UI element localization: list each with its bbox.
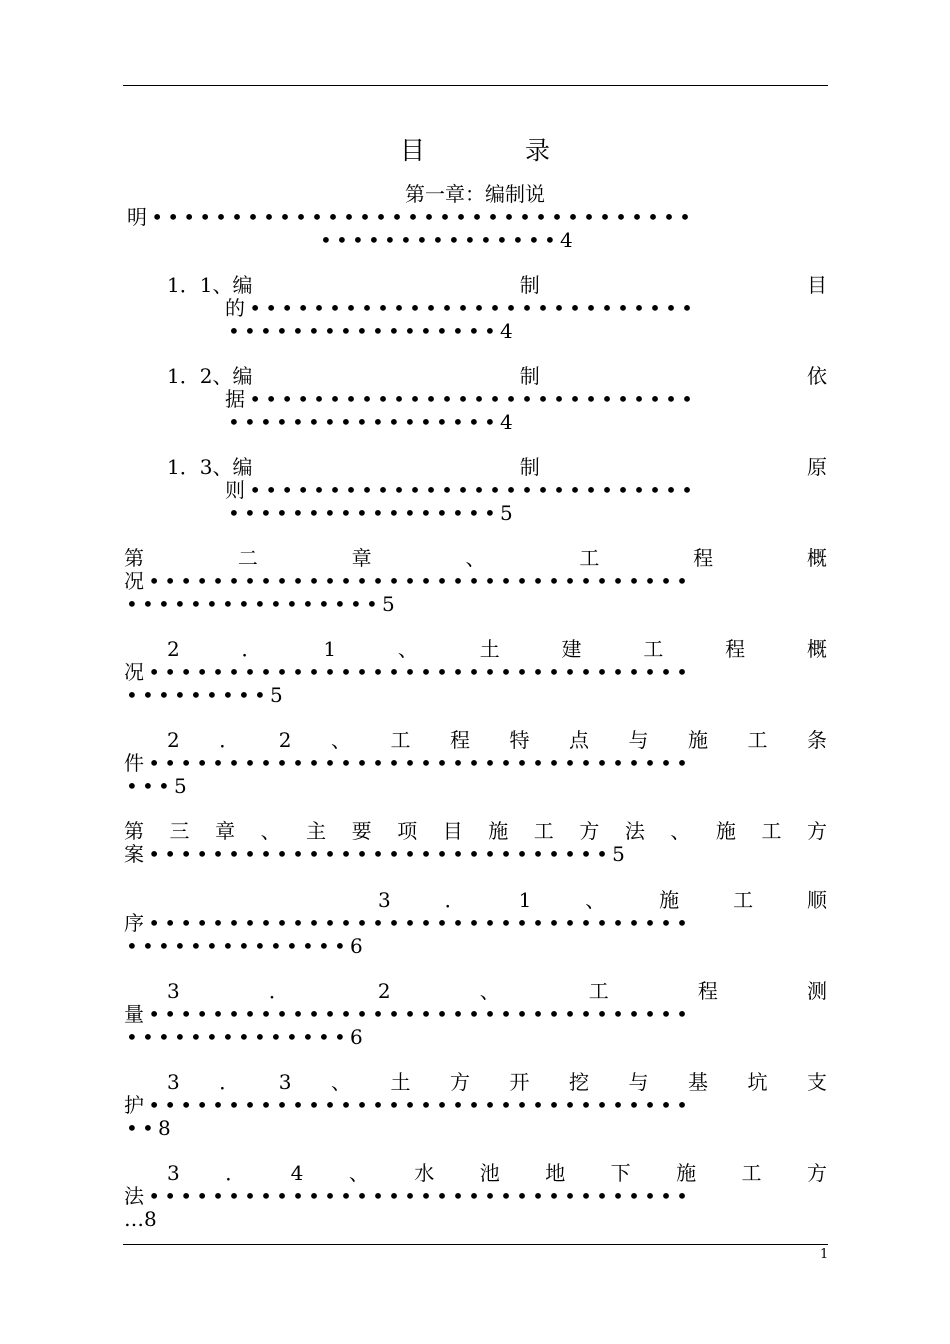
heading-part: 条 [806,728,827,752]
heading-part: 要 [351,819,372,843]
toc-entry-2-2-leader: 件•••••••••••••••••••••••••••••••••• [124,752,693,774]
toc-entry-3-3-page: ••8 [126,1116,175,1140]
toc-entry-3-2-page: ••••••••••••••6 [126,1025,367,1049]
page-title: 目 录 [400,136,596,165]
toc-entry-1-3-heading [167,456,827,478]
toc-entry-1-2-page: •••••••••••••••••4 [228,410,517,434]
toc-entry-1-1-leader: 的•••••••••••••••••••••••••••• [225,297,698,319]
heading-part: 方 [807,1161,827,1185]
heading-part: 工 [390,728,411,752]
heading-part: 池 [479,1161,500,1185]
heading-part: 、 [397,637,418,661]
heading-part: 2 [278,728,292,752]
heading-part: ． [219,1070,240,1094]
heading-part: 2 [167,637,180,661]
heading-part: 、 [260,819,281,843]
heading-part: 、 [330,728,351,752]
heading-part: 方 [806,819,827,843]
toc-entry-3-3-heading [167,1071,827,1093]
heading-part: 2 [377,979,391,1003]
heading-part: 1．3、编 [167,455,253,479]
heading-part: ． [241,637,262,661]
heading-part: 4 [290,1161,304,1185]
toc-entry-3-4-leader: 法•••••••••••••••••••••••••••••••••• [124,1185,693,1207]
heading-part: 与 [628,728,649,752]
heading-part: 水 [414,1161,435,1185]
heading-part: 施 [676,1161,697,1185]
heading-part: 章 [351,546,372,570]
heading-part: 主 [306,819,327,843]
heading-part: 1 [518,888,532,912]
heading-part: ． [225,1161,246,1185]
toc-entry-1-1-page: •••••••••••••••••4 [228,319,517,343]
heading-part: 三 [169,819,190,843]
heading-part: 工 [579,546,600,570]
heading-part: 工 [588,979,609,1003]
toc-entry-1-3-page: •••••••••••••••••5 [228,501,517,525]
toc-entry-1-3-leader: 则•••••••••••••••••••••••••••• [225,479,698,501]
toc-entry-2-heading [124,547,827,569]
heading-part: 顺 [807,888,827,912]
heading-part: 概 [806,546,827,570]
heading-part: 依 [806,364,827,388]
heading-part: 施 [488,819,509,843]
toc-entry-1-2-heading [167,365,827,387]
toc-entry-3-1-heading [378,889,827,911]
heading-part: 施 [659,888,680,912]
heading-part: ． [268,979,289,1003]
heading-part: 目 [442,819,463,843]
heading-part: 程 [725,637,746,661]
heading-part: 1 [323,637,337,661]
heading-part: 方 [579,819,600,843]
toc-entry-3-4-page: …8 [124,1207,157,1231]
heading-part: 3 [378,888,391,912]
heading-part: 、 [670,819,691,843]
heading-part: 法 [624,819,645,843]
toc-entry-1-page: •••••••••••••••4 [320,228,577,252]
heading-part: 工 [733,888,754,912]
toc-entry-3-3-leader: 护•••••••••••••••••••••••••••••••••• [124,1094,693,1116]
heading-part: 施 [687,728,708,752]
heading-part: 第 [124,546,144,570]
heading-part: 测 [806,979,827,1003]
heading-part: 挖 [568,1070,589,1094]
footer-rule [123,1244,828,1245]
page-number: 1 [820,1247,829,1262]
heading-part: 目 [806,273,827,297]
toc-entry-3-2-leader: 量•••••••••••••••••••••••••••••••••• [124,1003,693,1025]
heading-part: 、 [585,888,606,912]
toc-entry-1-leader: 明•••••••••••••••••••••••••••••••••• [127,206,696,228]
heading-part: 概 [806,637,827,661]
heading-part: 章 [215,819,236,843]
toc-entry-2-1-leader: 况•••••••••••••••••••••••••••••••••• [124,661,693,683]
heading-part: 土 [479,637,500,661]
toc-entry-3-2-heading [167,980,827,1002]
heading-part: 与 [628,1070,649,1094]
heading-part: 工 [747,728,768,752]
toc-entry-1-1-heading [167,274,827,296]
heading-part: 、 [348,1161,369,1185]
heading-part: 二 [237,546,258,570]
toc-entry-3-4-heading [167,1162,827,1184]
heading-part: 程 [697,979,718,1003]
heading-part: 2 [167,728,180,752]
heading-part: 工 [533,819,554,843]
toc-entry-2-2-page: •••5 [126,774,191,798]
heading-part: 方 [449,1070,470,1094]
toc-entry-3-1-page: ••••••••••••••6 [126,934,367,958]
heading-part: 制 [519,364,540,388]
heading-part: 施 [715,819,736,843]
heading-part: ． [444,888,465,912]
toc-entry-2-leader: 况•••••••••••••••••••••••••••••••••• [124,570,693,592]
toc-entry-2-1-heading [167,638,827,660]
heading-part: 项 [397,819,418,843]
heading-part: 特 [509,728,530,752]
heading-part: 3 [167,1161,180,1185]
toc-entry-3-leader: 案•••••••••••••••••••••••••••••5 [124,842,630,866]
heading-part: 基 [687,1070,708,1094]
toc-entry-3-heading [124,820,827,842]
toc-entry-2-1-page: •••••••••5 [126,683,287,707]
toc-entry-3-1-leader: 序•••••••••••••••••••••••••••••••••• [124,912,693,934]
heading-part: 原 [806,455,827,479]
toc-entry-1-heading: 第一章：编制说 [405,182,545,206]
toc-entry-2-page: ••••••••••••••••5 [126,592,399,616]
heading-part: 坑 [747,1070,768,1094]
heading-part: 地 [545,1161,566,1185]
heading-part: 1．2、编 [167,364,253,388]
heading-part: ． [219,728,240,752]
heading-part: 1．1、编 [167,273,253,297]
heading-part: 、 [330,1070,351,1094]
heading-part: 土 [390,1070,411,1094]
heading-part: 程 [693,546,714,570]
heading-part: 、 [465,546,486,570]
heading-part: 3 [167,1070,180,1094]
heading-part: 制 [519,273,540,297]
heading-part: 程 [449,728,470,752]
heading-part: 3 [167,979,180,1003]
heading-part: 下 [610,1161,631,1185]
toc-entry-1-2-leader: 据•••••••••••••••••••••••••••• [225,388,698,410]
heading-part: 支 [806,1070,827,1094]
heading-part: 工 [761,819,782,843]
toc-entry-2-2-heading [167,729,827,751]
heading-part: 点 [568,728,589,752]
heading-part: 第 [124,819,144,843]
heading-part: 工 [741,1161,762,1185]
heading-part: 建 [561,637,582,661]
heading-part: 工 [643,637,664,661]
heading-part: 制 [519,455,540,479]
header-rule [123,85,828,86]
heading-part: 开 [509,1070,530,1094]
heading-part: 、 [479,979,500,1003]
heading-part: 3 [278,1070,292,1094]
